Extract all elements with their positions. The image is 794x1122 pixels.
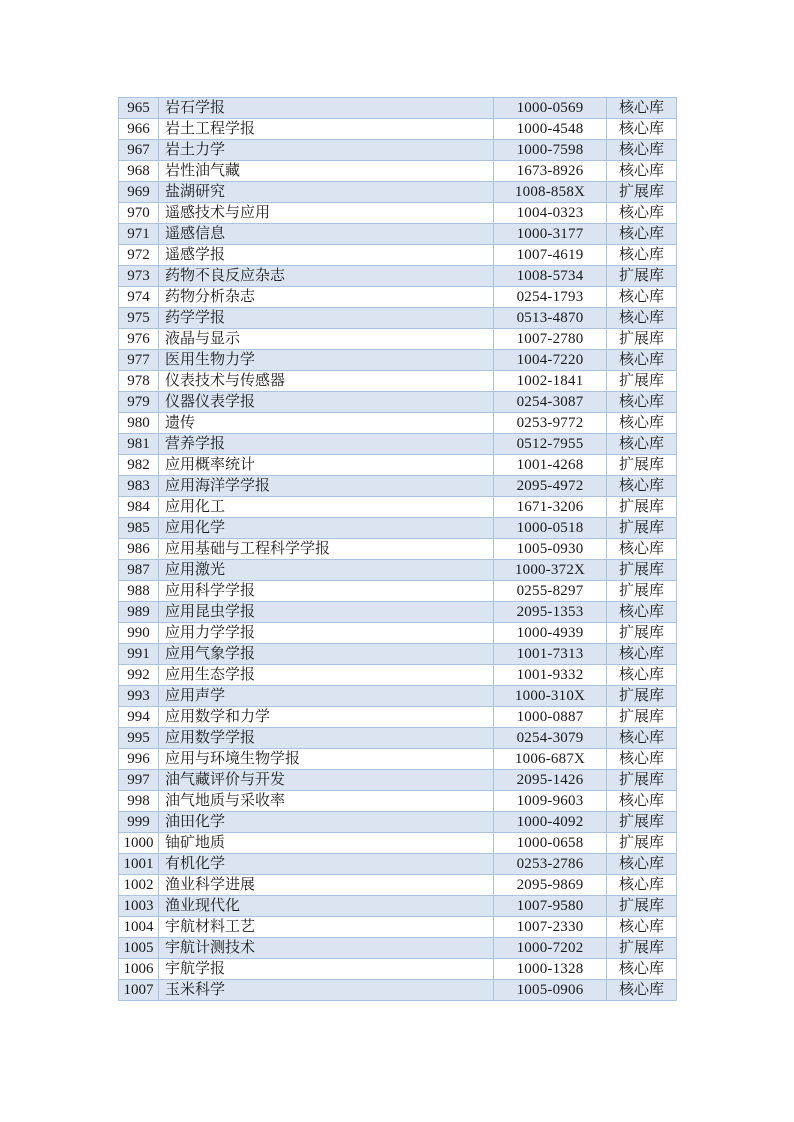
journal-number-cell: 1005 <box>119 938 159 959</box>
table-row <box>119 791 677 812</box>
journal-category-cell: 核心库 <box>607 392 677 413</box>
table-row <box>119 875 677 896</box>
journal-number-cell: 986 <box>119 539 159 560</box>
journal-issn-cell: 0253-2786 <box>494 854 607 875</box>
table-row <box>119 938 677 959</box>
journal-category-cell: 核心库 <box>607 161 677 182</box>
journal-issn-cell: 0254-1793 <box>494 287 607 308</box>
journal-issn-cell: 0254-3087 <box>494 392 607 413</box>
journal-issn-cell: 1000-4092 <box>494 812 607 833</box>
journal-name-cell: 岩土工程学报 <box>159 119 494 140</box>
journal-number-cell: 989 <box>119 602 159 623</box>
journal-category-cell: 扩展库 <box>607 581 677 602</box>
table-row <box>119 371 677 392</box>
table-row <box>119 455 677 476</box>
journal-issn-cell: 0253-9772 <box>494 413 607 434</box>
table-row <box>119 476 677 497</box>
journal-category-cell: 核心库 <box>607 644 677 665</box>
journal-name-cell: 应用化工 <box>159 497 494 518</box>
journal-name-cell: 油气藏评价与开发 <box>159 770 494 791</box>
table-row <box>119 329 677 350</box>
table-row <box>119 812 677 833</box>
table-row <box>119 539 677 560</box>
journal-name-cell: 仪器仪表学报 <box>159 392 494 413</box>
journal-issn-cell: 1007-2780 <box>494 329 607 350</box>
journal-category-cell: 核心库 <box>607 959 677 980</box>
table-row <box>119 203 677 224</box>
journal-issn-cell: 1673-8926 <box>494 161 607 182</box>
journal-number-cell: 976 <box>119 329 159 350</box>
journal-issn-cell: 1000-0658 <box>494 833 607 854</box>
journal-issn-cell: 1005-0930 <box>494 539 607 560</box>
table-row <box>119 980 677 1001</box>
journal-name-cell: 应用力学学报 <box>159 623 494 644</box>
table-row <box>119 707 677 728</box>
journal-category-cell: 扩展库 <box>607 182 677 203</box>
journal-issn-cell: 1007-4619 <box>494 245 607 266</box>
journal-category-cell: 扩展库 <box>607 833 677 854</box>
journal-category-cell: 核心库 <box>607 602 677 623</box>
journal-number-cell: 1004 <box>119 917 159 938</box>
journal-issn-cell: 0254-3079 <box>494 728 607 749</box>
journal-number-cell: 981 <box>119 434 159 455</box>
journal-category-cell: 核心库 <box>607 875 677 896</box>
journal-name-cell: 铀矿地质 <box>159 833 494 854</box>
journal-issn-cell: 1001-4268 <box>494 455 607 476</box>
journal-name-cell: 遥感信息 <box>159 224 494 245</box>
journal-issn-cell: 1000-310X <box>494 686 607 707</box>
journal-number-cell: 972 <box>119 245 159 266</box>
table-row <box>119 308 677 329</box>
table-row <box>119 392 677 413</box>
journal-category-cell: 核心库 <box>607 203 677 224</box>
journal-name-cell: 仪表技术与传感器 <box>159 371 494 392</box>
journal-issn-cell: 1000-1328 <box>494 959 607 980</box>
journal-name-cell: 应用科学学报 <box>159 581 494 602</box>
journal-category-cell: 扩展库 <box>607 560 677 581</box>
journal-name-cell: 宇航计测技术 <box>159 938 494 959</box>
table-row <box>119 266 677 287</box>
table-row <box>119 602 677 623</box>
table-row <box>119 140 677 161</box>
journal-name-cell: 药物分析杂志 <box>159 287 494 308</box>
journal-category-cell: 核心库 <box>607 224 677 245</box>
journal-name-cell: 遥感学报 <box>159 245 494 266</box>
journal-name-cell: 应用海洋学学报 <box>159 476 494 497</box>
journal-number-cell: 979 <box>119 392 159 413</box>
journal-issn-cell: 1001-9332 <box>494 665 607 686</box>
journal-category-cell: 扩展库 <box>607 497 677 518</box>
journal-issn-cell: 1671-3206 <box>494 497 607 518</box>
journal-issn-cell: 0255-8297 <box>494 581 607 602</box>
journal-number-cell: 974 <box>119 287 159 308</box>
journal-number-cell: 990 <box>119 623 159 644</box>
journal-number-cell: 1001 <box>119 854 159 875</box>
journal-category-cell: 扩展库 <box>607 812 677 833</box>
journal-number-cell: 1003 <box>119 896 159 917</box>
journal-issn-cell: 1004-7220 <box>494 350 607 371</box>
journal-number-cell: 977 <box>119 350 159 371</box>
journal-name-cell: 油田化学 <box>159 812 494 833</box>
journal-number-cell: 987 <box>119 560 159 581</box>
journal-issn-cell: 1006-687X <box>494 749 607 770</box>
journal-issn-cell: 2095-1353 <box>494 602 607 623</box>
journal-issn-cell: 1000-0518 <box>494 518 607 539</box>
journal-name-cell: 营养学报 <box>159 434 494 455</box>
journal-number-cell: 1000 <box>119 833 159 854</box>
table-row <box>119 98 677 119</box>
table-row <box>119 686 677 707</box>
journal-issn-cell: 1008-858X <box>494 182 607 203</box>
journal-issn-cell: 1009-9603 <box>494 791 607 812</box>
journal-number-cell: 983 <box>119 476 159 497</box>
journal-name-cell: 应用昆虫学报 <box>159 602 494 623</box>
journal-category-cell: 核心库 <box>607 308 677 329</box>
journal-category-cell: 核心库 <box>607 980 677 1001</box>
table-row <box>119 665 677 686</box>
journal-number-cell: 967 <box>119 140 159 161</box>
journal-category-cell: 扩展库 <box>607 686 677 707</box>
journal-name-cell: 应用声学 <box>159 686 494 707</box>
journal-category-cell: 核心库 <box>607 791 677 812</box>
journal-table <box>118 97 677 1001</box>
journal-issn-cell: 2095-4972 <box>494 476 607 497</box>
journal-category-cell: 核心库 <box>607 749 677 770</box>
journal-issn-cell: 0512-7955 <box>494 434 607 455</box>
journal-number-cell: 1002 <box>119 875 159 896</box>
journal-category-cell: 核心库 <box>607 140 677 161</box>
journal-issn-cell: 1000-3177 <box>494 224 607 245</box>
journal-name-cell: 药物不良反应杂志 <box>159 266 494 287</box>
journal-category-cell: 核心库 <box>607 539 677 560</box>
journal-number-cell: 991 <box>119 644 159 665</box>
journal-issn-cell: 1007-9580 <box>494 896 607 917</box>
journal-number-cell: 999 <box>119 812 159 833</box>
journal-number-cell: 992 <box>119 665 159 686</box>
journal-category-cell: 核心库 <box>607 476 677 497</box>
table-row <box>119 770 677 791</box>
table-row <box>119 350 677 371</box>
journal-number-cell: 968 <box>119 161 159 182</box>
journal-name-cell: 应用数学学报 <box>159 728 494 749</box>
journal-number-cell: 996 <box>119 749 159 770</box>
journal-name-cell: 液晶与显示 <box>159 329 494 350</box>
journal-issn-cell: 2095-9869 <box>494 875 607 896</box>
journal-name-cell: 应用数学和力学 <box>159 707 494 728</box>
journal-name-cell: 岩性油气藏 <box>159 161 494 182</box>
journal-number-cell: 988 <box>119 581 159 602</box>
journal-category-cell: 扩展库 <box>607 623 677 644</box>
journal-number-cell: 971 <box>119 224 159 245</box>
journal-issn-cell: 1007-2330 <box>494 917 607 938</box>
journal-category-cell: 扩展库 <box>607 770 677 791</box>
journal-number-cell: 978 <box>119 371 159 392</box>
journal-issn-cell: 0513-4870 <box>494 308 607 329</box>
journal-name-cell: 应用生态学报 <box>159 665 494 686</box>
journal-number-cell: 966 <box>119 119 159 140</box>
journal-name-cell: 宇航材料工艺 <box>159 917 494 938</box>
journal-number-cell: 998 <box>119 791 159 812</box>
table-row <box>119 728 677 749</box>
journal-number-cell: 1007 <box>119 980 159 1001</box>
table-row <box>119 833 677 854</box>
table-row <box>119 434 677 455</box>
journal-name-cell: 岩土力学 <box>159 140 494 161</box>
journal-number-cell: 969 <box>119 182 159 203</box>
journal-number-cell: 975 <box>119 308 159 329</box>
journal-number-cell: 980 <box>119 413 159 434</box>
table-row <box>119 245 677 266</box>
journal-category-cell: 扩展库 <box>607 455 677 476</box>
table-row <box>119 917 677 938</box>
journal-name-cell: 应用化学 <box>159 518 494 539</box>
journal-name-cell: 应用概率统计 <box>159 455 494 476</box>
journal-issn-cell: 1000-4939 <box>494 623 607 644</box>
journal-category-cell: 扩展库 <box>607 371 677 392</box>
journal-name-cell: 有机化学 <box>159 854 494 875</box>
journal-category-cell: 核心库 <box>607 917 677 938</box>
journal-category-cell: 扩展库 <box>607 938 677 959</box>
journal-number-cell: 997 <box>119 770 159 791</box>
table-row <box>119 854 677 875</box>
journal-number-cell: 995 <box>119 728 159 749</box>
table-row <box>119 560 677 581</box>
table-row <box>119 161 677 182</box>
table-row <box>119 623 677 644</box>
journal-number-cell: 1006 <box>119 959 159 980</box>
journal-issn-cell: 1005-0906 <box>494 980 607 1001</box>
table-row <box>119 749 677 770</box>
journal-category-cell: 核心库 <box>607 854 677 875</box>
journal-name-cell: 渔业现代化 <box>159 896 494 917</box>
journal-name-cell: 应用气象学报 <box>159 644 494 665</box>
table-row <box>119 581 677 602</box>
journal-category-cell: 核心库 <box>607 413 677 434</box>
journal-issn-cell: 1000-7202 <box>494 938 607 959</box>
journal-category-cell: 扩展库 <box>607 518 677 539</box>
table-row <box>119 896 677 917</box>
journal-number-cell: 985 <box>119 518 159 539</box>
table-row <box>119 287 677 308</box>
journal-issn-cell: 1000-7598 <box>494 140 607 161</box>
journal-issn-cell: 1002-1841 <box>494 371 607 392</box>
journal-issn-cell: 2095-1426 <box>494 770 607 791</box>
journal-name-cell: 药学学报 <box>159 308 494 329</box>
journal-category-cell: 核心库 <box>607 434 677 455</box>
journal-name-cell: 遥感技术与应用 <box>159 203 494 224</box>
journal-issn-cell: 1000-372X <box>494 560 607 581</box>
journal-category-cell: 核心库 <box>607 350 677 371</box>
journal-issn-cell: 1000-0569 <box>494 98 607 119</box>
table-row <box>119 497 677 518</box>
journal-name-cell: 医用生物力学 <box>159 350 494 371</box>
journal-issn-cell: 1008-5734 <box>494 266 607 287</box>
journal-category-cell: 核心库 <box>607 287 677 308</box>
journal-category-cell: 扩展库 <box>607 707 677 728</box>
journal-name-cell: 玉米科学 <box>159 980 494 1001</box>
journal-number-cell: 970 <box>119 203 159 224</box>
journal-name-cell: 渔业科学进展 <box>159 875 494 896</box>
journal-name-cell: 盐湖研究 <box>159 182 494 203</box>
journal-number-cell: 973 <box>119 266 159 287</box>
journal-name-cell: 岩石学报 <box>159 98 494 119</box>
journal-table-body <box>119 98 677 1001</box>
journal-category-cell: 核心库 <box>607 119 677 140</box>
journal-name-cell: 宇航学报 <box>159 959 494 980</box>
journal-name-cell: 应用激光 <box>159 560 494 581</box>
journal-name-cell: 应用基础与工程科学学报 <box>159 539 494 560</box>
journal-issn-cell: 1001-7313 <box>494 644 607 665</box>
table-row <box>119 959 677 980</box>
table-row <box>119 182 677 203</box>
journal-category-cell: 扩展库 <box>607 896 677 917</box>
journal-category-cell: 核心库 <box>607 245 677 266</box>
journal-number-cell: 965 <box>119 98 159 119</box>
table-row <box>119 413 677 434</box>
journal-category-cell: 核心库 <box>607 98 677 119</box>
journal-number-cell: 994 <box>119 707 159 728</box>
table-row <box>119 518 677 539</box>
journal-number-cell: 993 <box>119 686 159 707</box>
table-row <box>119 644 677 665</box>
journal-category-cell: 核心库 <box>607 665 677 686</box>
journal-name-cell: 遗传 <box>159 413 494 434</box>
journal-name-cell: 油气地质与采收率 <box>159 791 494 812</box>
table-row <box>119 224 677 245</box>
table-row <box>119 119 677 140</box>
journal-issn-cell: 1000-0887 <box>494 707 607 728</box>
journal-category-cell: 扩展库 <box>607 266 677 287</box>
journal-category-cell: 核心库 <box>607 728 677 749</box>
journal-name-cell: 应用与环境生物学报 <box>159 749 494 770</box>
journal-issn-cell: 1000-4548 <box>494 119 607 140</box>
journal-number-cell: 984 <box>119 497 159 518</box>
journal-issn-cell: 1004-0323 <box>494 203 607 224</box>
journal-number-cell: 982 <box>119 455 159 476</box>
journal-category-cell: 扩展库 <box>607 329 677 350</box>
